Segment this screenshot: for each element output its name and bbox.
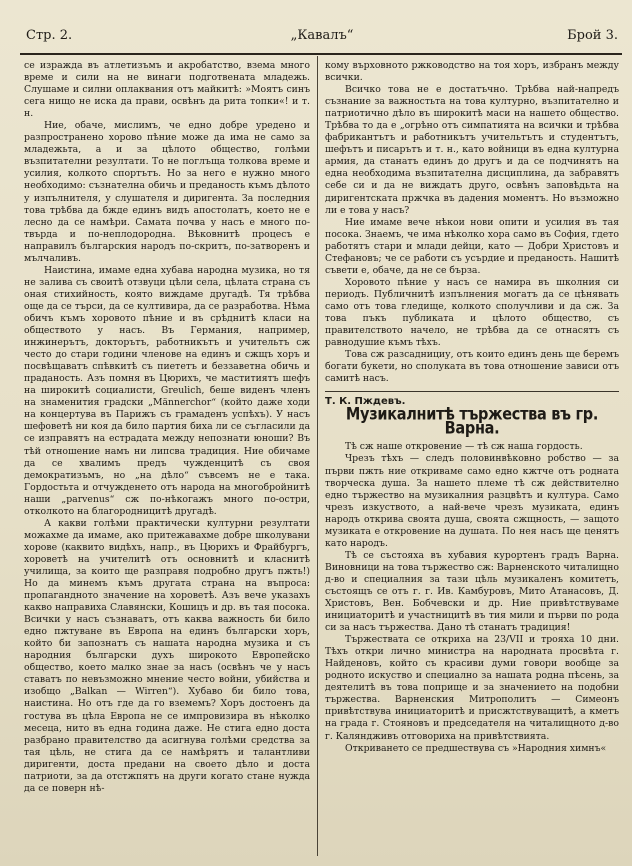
paragraph: Тѣ сж наше откровение — тѣ сж наша гордость. bbox=[345, 441, 583, 453]
paragraph: Чрезъ тѣхъ — следъ половинвѣковно робство — за първи пжть ние откриваме само едно кжтче отъ родната творческа душа. За нашето племе тѣ сж действително едно тържество на музикалния разцвѣтъ и култура. Само чрезъ изкуството, а най-вече чрезъ музиката, единъ народъ открива своята душа, своята сжщность, — защото музиката е откровение на душата. По нея насъ ще ценятъ като народъ. bbox=[325, 453, 619, 549]
article-separator bbox=[325, 391, 619, 392]
issue-number: Брой 3. bbox=[567, 28, 618, 43]
header-rule bbox=[20, 53, 622, 55]
paragraph: Откриването се предшествува съ »Народния химнъ« bbox=[345, 742, 607, 754]
newspaper-title: „Кавалъ“ bbox=[290, 28, 354, 43]
paragraph: Всичко това не е достатъчно. Трѣбва най-напредъ съзнание за важностьта на това културно, възпитателно и патриотично дѣло въ широкитѣ маси на нашето общество. Трѣбва то да е „огрѣно отъ симпатията на всички и трѣбва фабрикантътъ и работникътъ учительтътъ и студентътъ, шефътъ и писарътъ и т. н., като войници въ една културна армия, да станатъ единъ до другъ и да се подчинятъ на една необходима възпитателна дисциплина, да забравятъ себе си и да не виждатъ друго, освѣнъ заповѣдьта на диригентската пржчка въ дадения моментъ. Но възможно ли е това у насъ? bbox=[325, 84, 619, 216]
paragraph: се изражда въ атлетизъмъ и акробатство, взема много време и сили на не винаги подготвената младежь. Слушаме и силни оплаквания отъ майкитѣ: »Моятъ синъ сега нищо не иска да прави, освѣнъ да рита топки«! и т. н. bbox=[24, 60, 310, 120]
article-title: Музикалнитѣ тържества въ гр. Варна. bbox=[345, 406, 599, 439]
left-column bbox=[24, 60, 310, 795]
right-column bbox=[325, 60, 619, 755]
paragraph: Тѣ се състояха въ хубавия курортенъ градъ Варна. Виновници на това тържество сж: Варненското читалищно д-во и специалния за тази цѣль музикаленъ комитетъ, състоящъ се отъ г. г. Ив. Камбуровъ, Мито Атанасовъ, Д. Христовъ, Вен. Бобчевски и др. Ние привѣтствуваме инициаторитѣ и участницитѣ въ тия мили и първи по рода си за насъ тържества. Дано тѣ станатъ традиция! bbox=[325, 549, 619, 634]
article-author: Т. К. Пждевъ. bbox=[325, 396, 406, 408]
column-divider bbox=[317, 56, 318, 856]
paragraph: кому върховното ржководство на тоя хоръ, избранъ между всички. bbox=[325, 60, 619, 84]
paragraph: Ние, обаче, мислимъ, че едно добре уредено и разпространено хорово пѣние може да има не само за младежьта, а и за цѣлото общество, голѣми възпитателни резултати. То не поглъща толкова време и усилия, колкото спортътъ. Но за него е нужно много необходимо: съзнателна обичь и преданость къмъ дѣлото у изпълнителя, у слушателя и диригента. За последния това трѣбва да бжде единъ видъ апостолатъ, което не е лесно да се намѣри. Самата почва у насъ е много по-твърда и по-неплодородна. Вѣковнитѣ процесъ е направилъ българския народъ по-скритъ, по-затворенъ и мълчаливъ. bbox=[24, 120, 310, 264]
paragraph: Хоровото пѣние у насъ се намира въ школния си периодъ. Публичнитѣ изпълнения могатъ да се цѣнявать само отъ това гледище, колкото сполучливи и да сж. За това пъкъ публиката и цѣлото общество, съ правителството начело, не трѣбва да се отнасятъ съ равнодушие къмъ тѣхъ. bbox=[325, 276, 619, 349]
paragraph: Тържествата се откриха на 23/VII и трояха 10 дни. Тѣхъ откри лично министра на народната просвѣта г. Найденовъ, който съ красиви думи говори вообще за родното искуство и специално за нашата родна пѣсень, за деятелитѣ въ това поприще и за значението на подобни тържества. Варненския Митрополитъ — Симеонъ привѣтствува инициаторитѣ и присжтствуващитѣ, а кметъ на града г. Стояновъ и председателя на читалищното д-во г. Каляндживъ отговориха на привѣтствията. bbox=[325, 634, 619, 742]
page-number: Стр. 2. bbox=[26, 28, 73, 43]
paragraph: Ние имаме вече нѣкои нови опити и усилия въ тая посока. Знаемъ, че има нѣколко хора само въ София, гдето работятъ стари и млади дейци, като — Добри Христовъ и Стефановъ; че се работи съ усърдие и преданость. Нашитѣ съвети е, обаче, да не се бърза. bbox=[325, 216, 619, 276]
page-header bbox=[26, 28, 618, 50]
paragraph: Това сж разсаднициу, отъ които единъ день ще беремъ богати букети, но сполуката въ това отношение зависи отъ самитѣ насъ. bbox=[325, 349, 619, 385]
paragraph: А какви голѣми практически културни резултати можахме да имаме, ако притежавахме добре школувани хорове (каквито видѣхъ, напр., въ Цюрихъ и Фрайбургъ, хороветѣ на учителитѣ отъ основнитѣ и класнитѣ училища, за които ще разправя подробно другъ пжть!) Но да минемъ къмъ другата страна на въпроса: пропагандното значение на хороветѣ. Азъ вече указахъ какво направиха Славянски, Кошицъ и др. въ тая посока. Всички у насъ съзнаватъ, отъ каква важность би било едно пжтуване въ Европа на единъ български хоръ, който би запознатъ съ нашата народна музика и съ народния български духъ широкото Европейско общество, което малко знае за насъ (освѣнъ че у насъ ставатъ по невъзможно мнение често войни, убийства и изобщо „Balkan — Wirren“). Хубаво би било това, наистина. Но отъ где да го вземемъ? Хоръ достоенъ да гостува въ цѣла Европа не се импровизира въ нѣколко месеца, нито въ една година даже. Не стига едно доста разбрано правителство да асигнува голѣми средства за тая цѣль, не стига да се намѣрятъ и талантливи диригенти, доста предани на своето дѣло и доста патриоти, за да отстжпятъ на други когато стане нужда да се поверн нѣ- bbox=[24, 517, 310, 794]
paragraph: Наистина, имаме една хубава народна музика, но тя не залива съ своитѣ отзвуци цѣли села, цѣлата страна съ оная стихийность, която виждаме другадѣ. Тя трѣбва още да се търси, да се култивира, да се разработва. Нѣма обичъ къмъ хоровото пѣние и въ срѣднитѣ класи на обществото у насъ. Въ Германия, например, инжинерътъ, докторътъ, работникътъ и учительтъ сж често до стари години членове на единъ и сжщъ хоръ и посвѣщаватъ спѣвкитѣ съ пиететъ и беззаветна обичь и праданость. Азъ помня въ Цюрихъ, че маститиятъ шефъ на широкитѣ социалисти, Greulich, беше виденъ членъ на знаменития градски „Männerchor“ (който даже ходи на концертува въ Парижъ съ грамаденъ успѣхъ). У насъ шефоветѣ ни коя да било партия биха ли се съгласили да се изправятъ на естрадата между непознати юноши? Въ тѣй отношение намъ ни липсва традиция. Ние обичаме да се хвалимъ предъ чужденцитѣ съ своя демократизъмъ, но „на дѣло“ съвсемъ не е така. Гордостьта и отчужденето отъ народа на многобройнитѣ наши „parvenus“ сж по-нѣкогажъ много по-остри, отколкото на благородницитѣ другадѣ. bbox=[24, 264, 310, 517]
